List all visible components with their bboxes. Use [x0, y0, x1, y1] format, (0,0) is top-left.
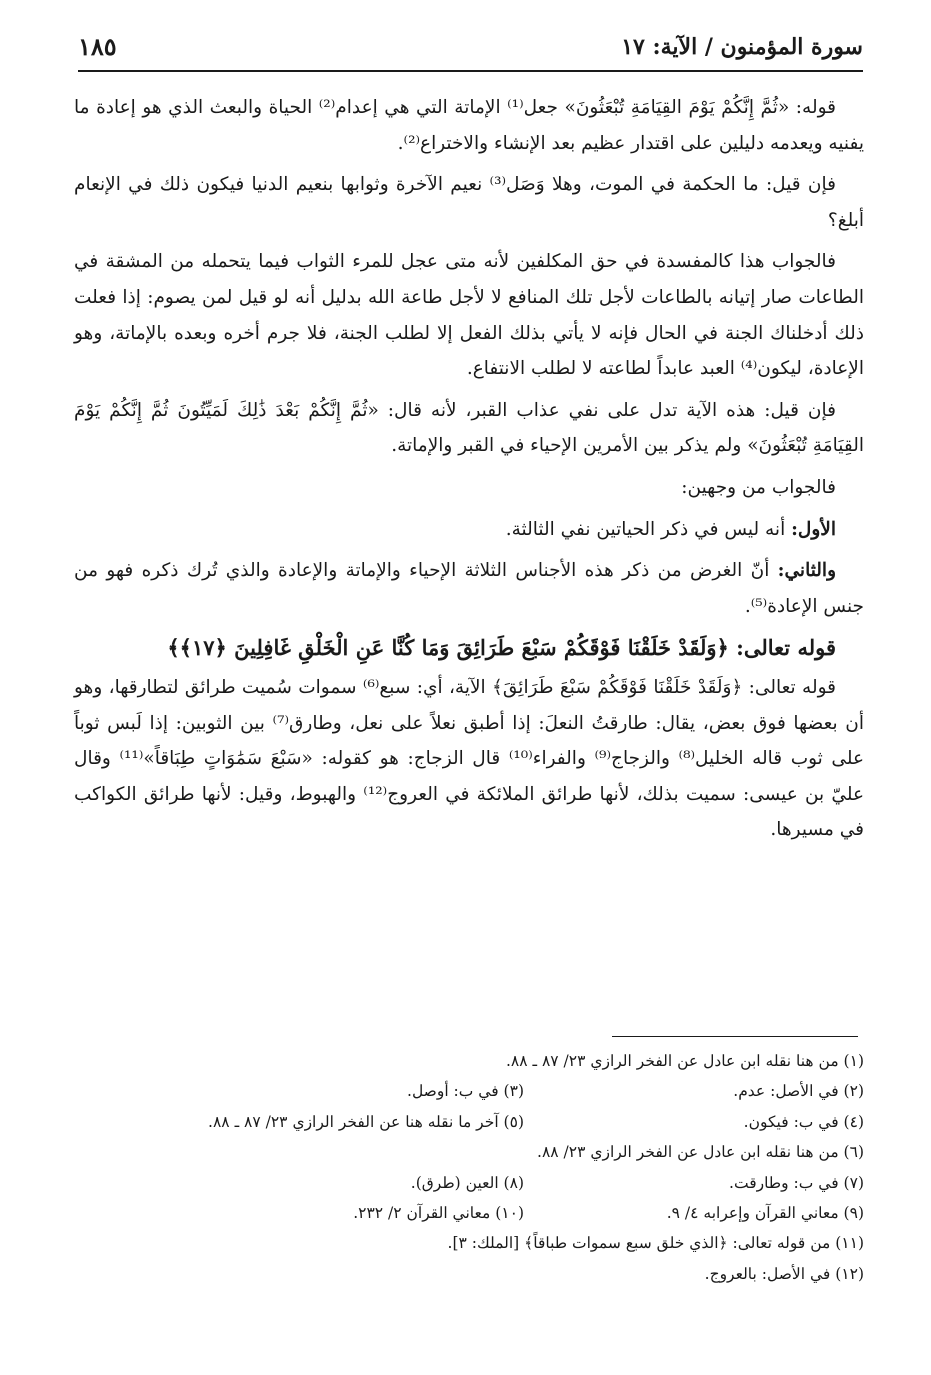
- running-title: سورة المؤمنون / الآية: ١٧: [621, 34, 863, 60]
- footnote-row: [74, 1107, 864, 1137]
- footnote: (١٠) معاني القرآن ٢/ ٢٣٢.: [353, 1203, 524, 1222]
- footnote: (٦) من هنا نقله ابن عادل عن الفخر الرازي ٢٣/ ٨٨.: [537, 1143, 864, 1162]
- footnote: (٣) في ب: أوصل.: [407, 1082, 524, 1101]
- footnote: (٢) في الأصل: عدم.: [733, 1082, 864, 1101]
- footnotes: [74, 1046, 864, 1289]
- footnote: (١٢) في الأصل: بالعروج.: [704, 1264, 864, 1283]
- footnote-row: [74, 1198, 864, 1228]
- list-item: [74, 512, 864, 548]
- list-item: [74, 553, 864, 624]
- verse-heading: قوله تعالى: ﴿وَلَقَدْ خَلَقْنَا فَوْقَكُمْ سَبْعَ طَرَائِقَ وَمَا كُنَّا عَنِ الْخَلْقِ غَافِلِينَ ﴿١٧﴾﴾: [167, 635, 836, 661]
- footnote-divider: [612, 1036, 858, 1037]
- footnote: (٥) آخر ما نقله هنا عن الفخر الرازي ٢٣/ ٨٧ ـ ٨٨.: [208, 1112, 524, 1131]
- footnote-row: [74, 1228, 864, 1258]
- footnote-row: [74, 1168, 864, 1198]
- footnote-row: [74, 1259, 864, 1289]
- point-text: أنّ الغرض من ذكر هذه الأجناس الثلاثة الإحياء والإماتة والإعادة والذي تُرك ذكره فهو من جنس الإعادة⁽⁵⁾.: [74, 560, 864, 617]
- footnote: (٨) العين (طرق).: [410, 1173, 524, 1192]
- paragraph: فالجواب من وجهين:: [681, 476, 836, 498]
- page-number: ١٨٥: [78, 32, 117, 61]
- footnote-row: [74, 1046, 864, 1076]
- point-lead: الأول:: [791, 518, 836, 540]
- footnote-row: [74, 1137, 864, 1167]
- paragraph: قوله: «ثُمَّ إِنَّكُمْ يَوْمَ القِيَامَةِ تُبْعَثُونَ» جعل⁽¹⁾ الإماتة التي هي إعدام⁽²⁾ الحياة والبعث الذي هو إعادة ما يفنيه ويعدمه دليلين على اقتدار عظيم بعد الإنشاء والاختراع⁽²⁾.: [74, 97, 864, 154]
- point-lead: والثاني:: [777, 560, 836, 582]
- footnote: (٤) في ب: فيكون.: [743, 1112, 864, 1131]
- footnote: (٧) في ب: وطارقت.: [729, 1173, 864, 1192]
- paragraph: فالجواب هذا كالمفسدة في حق المكلفين لأنه متى عجل للمرء الثواب فيما يتحمله من المشقة في الطاعات صار إتيانه بالطاعات لأجل تلك المنافع لا لأجل طاعة الله بدليل أنه لو قيل لمن يصوم: إذا فعلت ذلك أدخلناك الجنة في الحال فإنه لا يأتي بذلك الفعل إلا لطلب الجنة، فلا جرم أخره وبعده بالإماتة، وهو الإعادة، ليكون⁽⁴⁾ العبد عابداً لطاعته لا لطلب الانتفاع.: [74, 251, 864, 380]
- commentary-paragraph: قوله تعالى: ﴿وَلَقَدْ خَلَقْنَا فَوْقَكُمْ سَبْعَ طَرَائِقَ﴾ الآية، أي: سبع⁽⁶⁾ سموات سُميت طرائق لتطارقها، وهو أن بعضها فوق بعض، يقال: طارقتُ النعلَ: إذا أطبق نعلاً على نعل، وطارق⁽⁷⁾ بين الثوبين: إذا لَبس ثوباً على ثوب قاله الخليل⁽⁸⁾ والزجاج⁽⁹⁾ والفراء⁽¹⁰⁾ قال الزجاج: هو كقوله: «سَبْعَ سَمَٰوَاتٍ طِبَاقاً»⁽¹¹⁾ وقال عليّ بن عيسى: سميت بذلك، لأنها طرائق الملائكة في العروج⁽¹²⁾ والهبوط، وقيل: لأنها طرائق الكواكب في مسيرها.: [74, 676, 865, 841]
- main-text: [74, 90, 864, 854]
- paragraph: فإن قيل: هذه الآية تدل على نفي عذاب القبر، لأنه قال: «ثُمَّ إِنَّكُمْ بَعْدَ ذَٰلِكَ لَمَيِّتُونَ ثُمَّ إِنَّكُمْ يَوْمَ القِيَامَةِ تُبْعَثُونَ» ولم يذكر بين الأمرين الإحياء في القبر والإماتة.: [74, 399, 864, 457]
- footnote-row: [74, 1076, 864, 1106]
- footnote: (٩) معاني القرآن وإعرابه ٤/ ٩.: [666, 1203, 864, 1222]
- footnote: (١١) من قوله تعالى: ﴿الذي خلق سبع سموات طباقاً﴾ [الملك: ٣].: [447, 1234, 864, 1253]
- page-header: [78, 30, 863, 72]
- paragraph: فإن قيل: ما الحكمة في الموت، وهلا وَصَل⁽³⁾ نعيم الآخرة وثوابها بنعيم الدنيا فيكون ذلك في الإنعام أبلغ؟: [74, 174, 864, 231]
- footnote: (١) من هنا نقله ابن عادل عن الفخر الرازي ٢٣/ ٨٧ ـ ٨٨.: [505, 1052, 864, 1070]
- point-text: أنه ليس في ذكر الحياتين نفي الثالثة.: [505, 518, 792, 540]
